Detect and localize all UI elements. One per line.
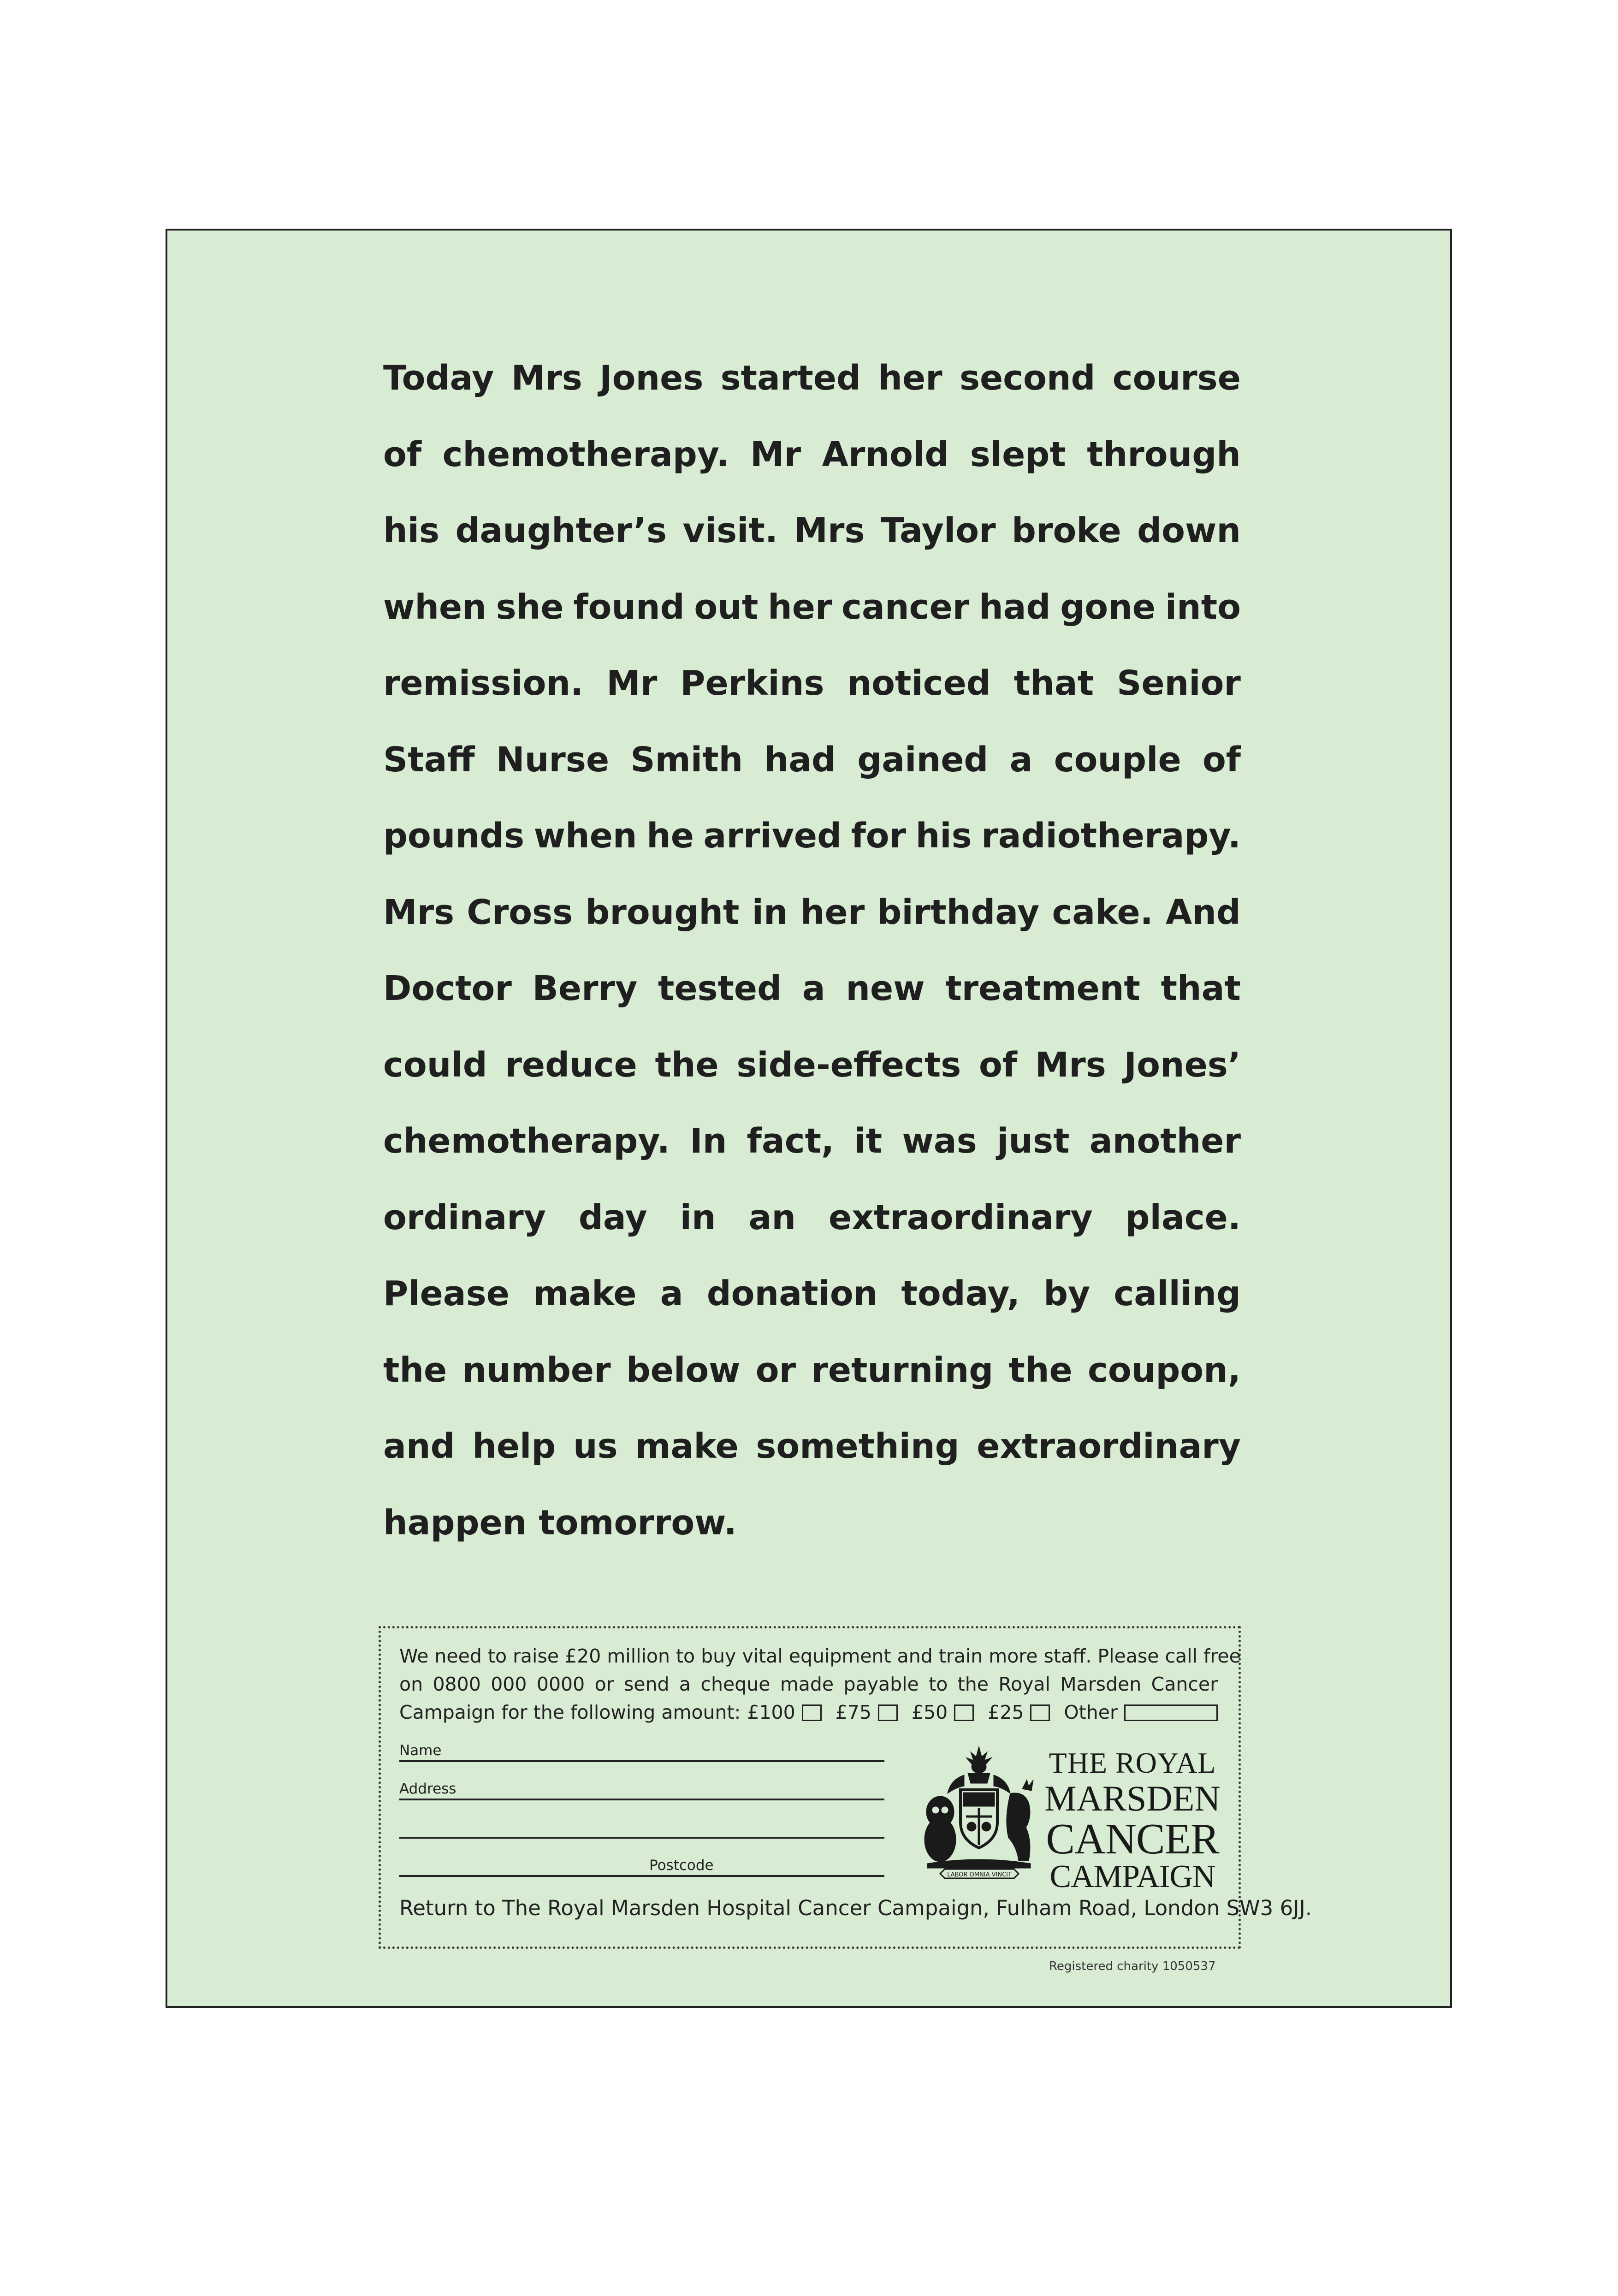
body-copy-word: into <box>1165 587 1241 627</box>
body-copy-word: of <box>1202 740 1241 780</box>
body-copy-word: he <box>646 816 694 856</box>
postcode-label: Postcode <box>649 1857 714 1874</box>
body-copy-word: number <box>462 1350 611 1390</box>
body-copy-word: donation <box>706 1274 878 1314</box>
amount-option-25: £25 <box>988 1701 1024 1723</box>
body-copy-word: birthday <box>877 892 1040 932</box>
body-copy-word: had <box>978 587 1051 627</box>
amount-75-checkbox[interactable] <box>878 1704 898 1721</box>
address-field[interactable] <box>399 1782 884 1800</box>
body-copy-word: Today <box>383 358 494 398</box>
body-copy-word: in <box>680 1197 716 1237</box>
body-copy-word: Doctor <box>383 969 512 1008</box>
postcode-field[interactable] <box>399 1858 884 1877</box>
body-copy-word: us <box>573 1426 618 1466</box>
coupon-intro <box>399 1642 1241 1727</box>
name-label: Name <box>399 1742 442 1759</box>
body-copy-word: or <box>755 1350 796 1390</box>
body-copy-word: his <box>383 511 440 550</box>
body-copy-word: make <box>635 1426 739 1466</box>
body-copy-word: her <box>878 358 942 398</box>
body-copy-line <box>383 1103 1241 1180</box>
body-copy-word: Smith <box>630 740 743 780</box>
advertisement-panel <box>166 229 1452 2008</box>
body-copy-word: Jones <box>599 358 704 398</box>
body-copy-word: had <box>764 740 836 780</box>
body-copy-word: new <box>846 969 925 1008</box>
body-copy-word: was <box>902 1121 977 1161</box>
body-copy-last-line: happen tomorrow. <box>383 1503 737 1543</box>
svg-text:LABOR OMNIA VINCIT: LABOR OMNIA VINCIT <box>947 1871 1012 1878</box>
body-copy-word: when <box>533 816 637 856</box>
body-copy-word: that <box>1161 969 1241 1008</box>
body-copy-word: returning <box>811 1350 994 1390</box>
body-copy-line <box>383 875 1241 951</box>
body-copy-word: Jones’ <box>1124 1045 1241 1085</box>
body-copy-word: brought <box>585 892 740 932</box>
brand-line-4: CAMPAIGN <box>1049 1859 1215 1894</box>
body-copy-word: found <box>573 587 685 627</box>
body-copy-word: couple <box>1054 740 1181 780</box>
body-copy-word: by <box>1043 1274 1091 1314</box>
body-copy-word: calling <box>1114 1274 1241 1314</box>
body-copy-word: daughter’s <box>455 511 667 550</box>
amount-other-field[interactable] <box>1124 1704 1218 1721</box>
body-copy-word: and <box>383 1426 455 1466</box>
body-copy-line <box>383 722 1241 799</box>
body-copy-word: today, <box>901 1274 1020 1314</box>
body-copy-word: of <box>383 434 422 474</box>
return-address: Return to The Royal Marsden Hospital Cancer Campaign, Fulham Road, London SW3 6JJ. <box>399 1896 1312 1920</box>
body-copy-word: tested <box>658 969 782 1008</box>
body-copy-word: Taylor <box>881 511 996 550</box>
body-copy-word: that <box>1013 663 1094 703</box>
body-copy-word: visit. <box>682 511 778 550</box>
body-copy-word: Mrs <box>383 892 455 932</box>
name-field[interactable] <box>399 1744 884 1762</box>
body-copy-word: side-effects <box>736 1045 961 1085</box>
body-copy-line <box>383 951 1241 1027</box>
amount-option-75: £75 <box>835 1701 871 1723</box>
body-copy-word: Berry <box>532 969 638 1008</box>
brand-line-3: CANCER <box>1046 1815 1219 1863</box>
body-copy-word: could <box>383 1045 487 1085</box>
body-copy-word: she <box>496 587 564 627</box>
body-copy-word: remission. <box>383 663 584 703</box>
address-line-2-field[interactable] <box>399 1820 884 1839</box>
body-copy-word: broke <box>1012 511 1121 550</box>
body-copy-word: below <box>626 1350 741 1390</box>
body-copy-word: extraordinary <box>828 1197 1093 1237</box>
amount-option-50: £50 <box>911 1701 948 1723</box>
body-copy-word: when <box>383 587 486 627</box>
body-copy-line <box>383 1027 1241 1104</box>
body-copy-word: coupon, <box>1087 1350 1241 1390</box>
amount-prefix: Campaign for the following amount: <box>399 1701 741 1723</box>
body-copy-word: In <box>690 1121 727 1161</box>
body-copy-word: pounds <box>383 816 525 856</box>
body-copy-word: Perkins <box>680 663 824 703</box>
body-copy-word: another <box>1089 1121 1241 1161</box>
address-label: Address <box>399 1781 456 1797</box>
body-copy-word: just <box>997 1121 1070 1161</box>
body-copy-word: in <box>752 892 788 932</box>
brand-line-2: MARSDEN <box>1044 1778 1221 1818</box>
body-copy-line <box>383 1408 1241 1485</box>
body-copy-word: through <box>1087 434 1241 474</box>
body-copy-line <box>383 1180 1241 1256</box>
body-copy-line <box>383 1332 1241 1409</box>
brand-wordmark <box>1040 1748 1225 1893</box>
body-copy-word: slept <box>970 434 1066 474</box>
body-copy-word: out <box>694 587 759 627</box>
body-copy-word: arrived <box>703 816 842 856</box>
amount-option-100: £100 <box>747 1701 795 1723</box>
body-copy-word: something <box>756 1426 960 1466</box>
body-copy-line <box>383 645 1241 722</box>
body-copy-word: second <box>959 358 1096 398</box>
body-copy-word: a <box>802 969 825 1008</box>
body-copy-line <box>383 798 1241 875</box>
body-copy-word: cake. <box>1052 892 1153 932</box>
body-copy-word: it <box>854 1121 883 1161</box>
body-copy-word: her <box>768 587 832 627</box>
body-copy-word: Mr <box>750 434 801 474</box>
body-copy-word: Cross <box>467 892 573 932</box>
body-copy-word: Mr <box>606 663 658 703</box>
body-copy-line <box>383 569 1241 646</box>
body-copy-word: Staff <box>383 740 475 780</box>
registered-charity-number: Registered charity 1050537 <box>1049 1959 1216 1973</box>
amount-50-checkbox[interactable] <box>954 1704 974 1721</box>
body-copy-word: down <box>1137 511 1241 550</box>
body-copy-word: his <box>915 816 972 856</box>
body-copy-word: a <box>660 1274 683 1314</box>
body-copy-line <box>383 1256 1241 1332</box>
body-copy <box>383 340 1241 1561</box>
body-copy-word: gained <box>857 740 989 780</box>
heraldic-crest-icon <box>918 1743 1040 1881</box>
body-copy-word: treatment <box>945 969 1140 1008</box>
amount-100-checkbox[interactable] <box>802 1704 822 1721</box>
body-copy-word: Senior <box>1117 663 1241 703</box>
body-copy-word: ordinary <box>383 1197 546 1237</box>
amount-row <box>399 1698 1218 1727</box>
body-copy-line <box>383 340 1241 417</box>
body-copy-word: the <box>383 1350 447 1390</box>
body-copy-word: place. <box>1125 1197 1241 1237</box>
body-copy-word: the <box>655 1045 719 1085</box>
body-copy-word: an <box>748 1197 796 1237</box>
body-copy-word: reduce <box>505 1045 637 1085</box>
body-copy-word: a <box>1009 740 1033 780</box>
body-copy-word: the <box>1008 1350 1073 1390</box>
body-copy-word: started <box>720 358 861 398</box>
body-copy-word: extraordinary <box>977 1426 1241 1466</box>
body-copy-word: chemotherapy. <box>442 434 729 474</box>
body-copy-word: Arnold <box>822 434 949 474</box>
body-copy-word: for <box>851 816 907 856</box>
body-copy-word: her <box>800 892 865 932</box>
body-copy-word: help <box>472 1426 556 1466</box>
donation-coupon <box>379 1626 1312 1949</box>
body-copy-line <box>383 493 1241 569</box>
amount-option-other: Other <box>1064 1701 1118 1723</box>
body-copy-word: cancer <box>842 587 970 627</box>
body-copy-word: Mrs <box>511 358 582 398</box>
body-copy-word: Mrs <box>794 511 865 550</box>
body-copy-word: course <box>1112 358 1241 398</box>
body-copy-word: fact, <box>747 1121 835 1161</box>
body-copy-line <box>383 417 1241 493</box>
body-copy-word: Mrs <box>1035 1045 1106 1085</box>
coupon-intro-line: We need to raise £20 million to buy vital equipment and train more staff. Please call free <box>399 1645 1241 1667</box>
body-copy-word: radiotherapy. <box>981 816 1241 856</box>
body-copy-word: of <box>978 1045 1017 1085</box>
body-copy-word: Nurse <box>496 740 610 780</box>
body-copy-word: chemotherapy. <box>383 1121 670 1161</box>
body-copy-word: day <box>578 1197 647 1237</box>
body-copy-word: And <box>1165 892 1241 932</box>
body-copy-word: make <box>533 1274 637 1314</box>
brand-line-1: THE ROYAL <box>1049 1746 1216 1779</box>
coupon-intro-line: on 0800 000 0000 or send a cheque made payable to the Royal Marsden Cancer <box>399 1673 1218 1695</box>
body-copy-word: Please <box>383 1274 510 1314</box>
body-copy-word: noticed <box>847 663 991 703</box>
body-copy-word: gone <box>1060 587 1156 627</box>
amount-25-checkbox[interactable] <box>1030 1704 1050 1721</box>
